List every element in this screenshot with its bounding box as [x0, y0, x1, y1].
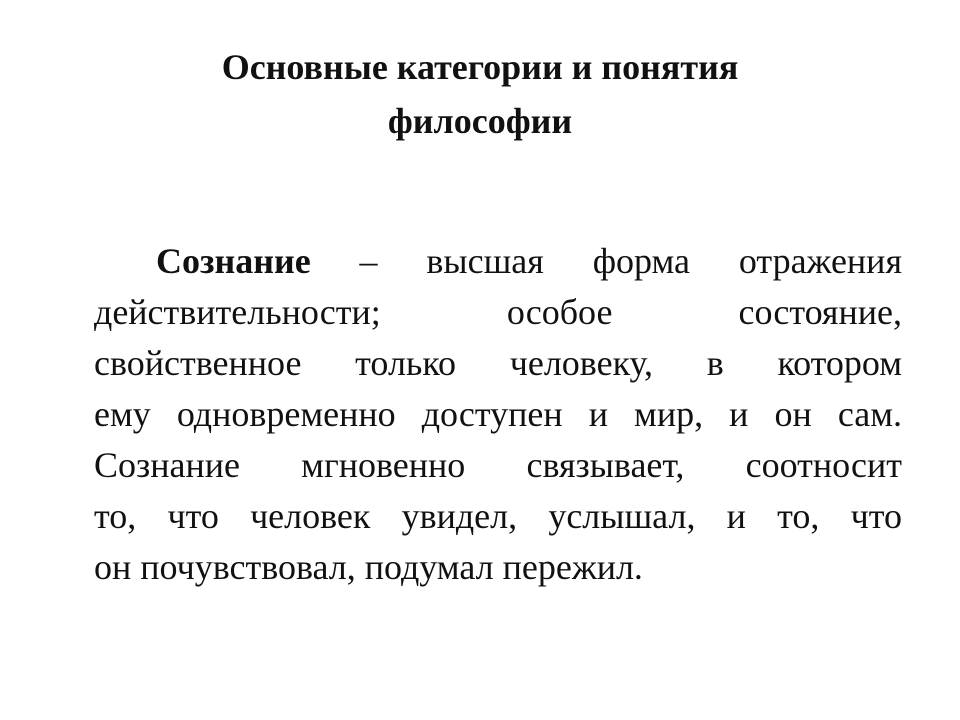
definition-paragraph [94, 236, 902, 593]
paragraph-line-3: свойственное только человеку, в котором [94, 343, 902, 383]
paragraph-line-7: он почувствовал, подумал пережил. [94, 547, 643, 587]
title-line-1: Основные категории и понятия [221, 47, 739, 87]
paragraph-line-5: Сознание мгновенно связывает, соотносит [94, 445, 902, 485]
title-line-2: философии [387, 101, 573, 141]
paragraph-line-4: ему одновременно доступен и мир, и он сам. [94, 394, 902, 434]
defined-term: Сознание [156, 241, 311, 281]
paragraph-line-1-rest: – высшая форма отражения [359, 241, 903, 281]
paragraph-line-6: то, что человек увидел, услышал, и то, что [94, 496, 902, 536]
paragraph-line-2: действительности; особое состояние, [94, 292, 902, 332]
slide-title [0, 40, 960, 148]
paragraph-line-1 [94, 236, 902, 287]
